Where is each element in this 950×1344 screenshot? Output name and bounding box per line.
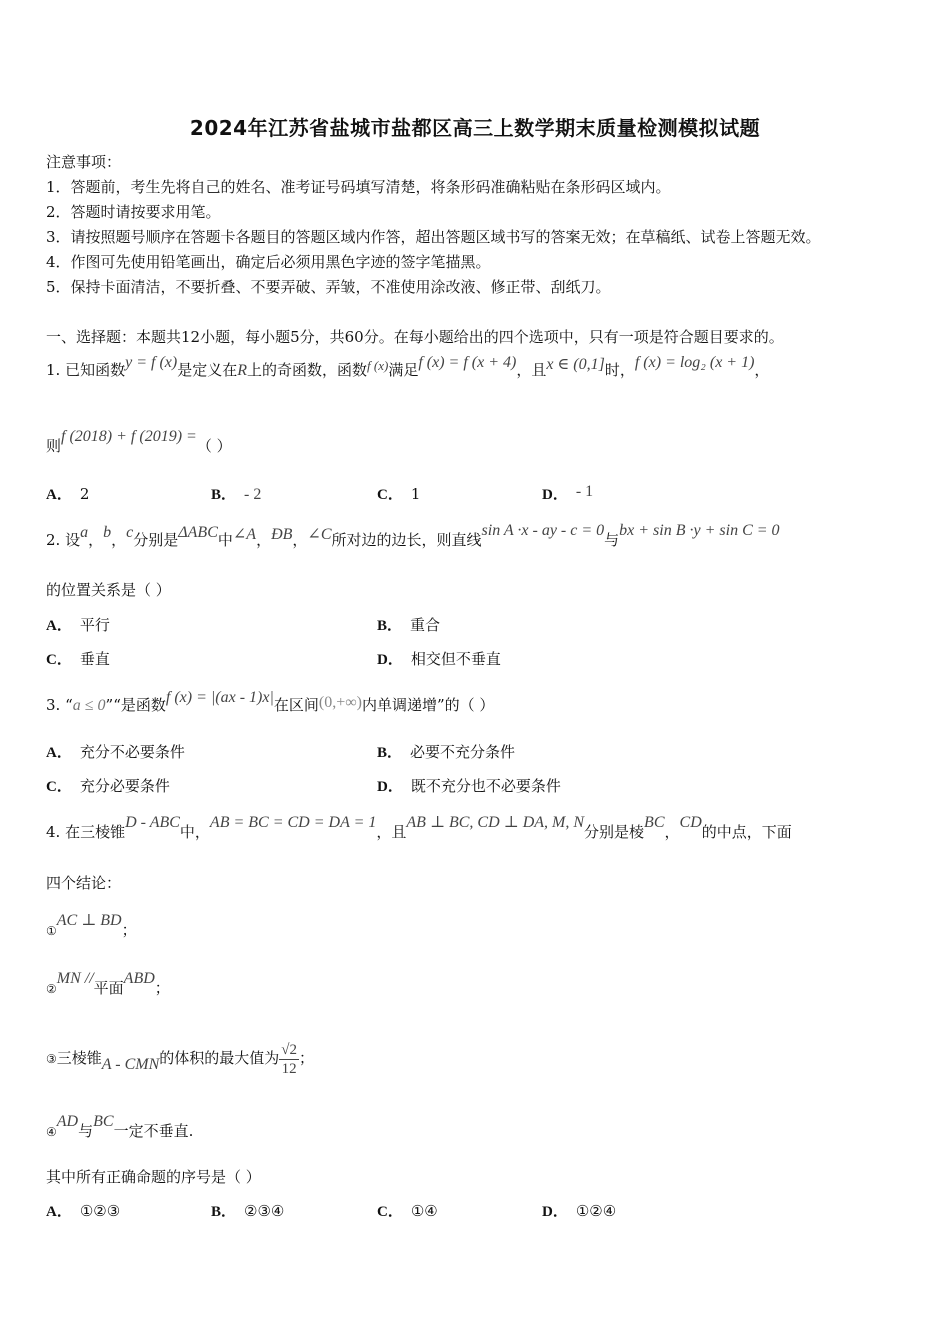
q3-option-c[interactable]: C． 充分必要条件: [46, 777, 170, 795]
question-4-stem: 4. 在三棱锥D - ABC中，AB = BC = CD = DA = 1，且AB ⊥ BC, CD ⊥ DA, M, N分别是棱BC，CD的中点，下面: [46, 814, 792, 841]
question-3-stem: 3. “a ≤ 0”“是函数f (x) = |(ax - 1)x|在区间(0,+∞)内单调递增”的（ ）: [46, 689, 495, 714]
q1-option-c[interactable]: C． 1: [377, 485, 421, 503]
q3-option-a[interactable]: A． 充分不必要条件: [46, 743, 185, 761]
q1-option-a[interactable]: A． 2: [46, 485, 90, 503]
question-4-ask: 其中所有正确命题的序号是（ ）: [46, 1168, 261, 1186]
page-title: 2024年江苏省盐城市盐都区高三上数学期末质量检测模拟试题: [189, 116, 761, 140]
q4-option-d[interactable]: D． ①②④: [542, 1202, 617, 1220]
question-4-conclusions-heading: 四个结论：: [46, 874, 122, 892]
notice-item: 2．答题时请按要求用笔。: [46, 203, 221, 221]
q1-option-b[interactable]: B． - 2: [211, 486, 262, 503]
notice-item: 5．保持卡面清洁，不要折叠、不要弄破、弄皱，不准使用涂改液、修正带、刮纸刀。: [46, 278, 611, 296]
notice-item: 4．作图可先使用铅笔画出，确定后必须用黑色字迹的签字笔描黑。: [46, 253, 491, 271]
question-2-stem: 2. 设a，b，c分别是ΔABC中∠A，ÐB，∠C所对边的边长，则直线sin A ·x - ay - c = 0与bx + sin B ·y + sin C = 0: [46, 522, 780, 549]
q2-option-b[interactable]: B． 重合: [377, 616, 441, 634]
q2-option-c[interactable]: C． 垂直: [46, 650, 110, 668]
conclusion-1: ①AC ⊥ BD；: [46, 912, 137, 939]
conclusion-3: ③三棱锥A - CMN的体积的最大值为 $\frac{√2}{12}$ ；: [46, 1041, 315, 1077]
question-2-ask: 的位置关系是（ ）: [46, 581, 171, 599]
section-heading: 一、选择题：本题共12小题，每小题5分，共60分。在每小题给出的四个选项中，只有一项是符合题目要求的。: [46, 328, 784, 346]
q4-option-c[interactable]: C． ①④: [377, 1202, 438, 1220]
q3-option-d[interactable]: D． 既不充分也不必要条件: [377, 777, 561, 795]
question-1-ask: 则f (2018) + f (2019) =（ ）: [46, 428, 232, 455]
q2-option-d[interactable]: D． 相交但不垂直: [377, 650, 501, 668]
q3-option-b[interactable]: B． 必要不充分条件: [377, 743, 516, 761]
q4-option-a[interactable]: A． ①②③: [46, 1202, 121, 1220]
notice-item: 1．答题前，考生先将自己的姓名、准考证号码填写清楚，将条形码准确粘贴在条形码区域内。: [46, 178, 671, 196]
notice-item: 3．请按照题号顺序在答题卡各题目的答题区域内作答，超出答题区域书写的答案无效；在草稿纸、试卷上答题无效。: [46, 228, 821, 246]
q1-option-d[interactable]: D． - 1: [542, 483, 594, 503]
conclusion-2: ②MN //平面ABD；: [46, 970, 170, 997]
question-1-stem: 1. 已知函数y = f (x)是定义在R上的奇函数，函数f (x)满足f (x) = f (x + 4)，且x ∈ (0,1]时，f (x) = log₂ (x + 1)，: [46, 354, 770, 379]
notice-heading: 注意事项：: [46, 153, 122, 171]
q4-option-b[interactable]: B． ②③④: [211, 1202, 285, 1220]
conclusion-4: ④AD与BC一定不垂直.: [46, 1113, 194, 1140]
fraction-sqrt2-over-12: $\frac{√2}{12}$: [281, 1041, 298, 1077]
q2-option-a[interactable]: A． 平行: [46, 616, 110, 634]
